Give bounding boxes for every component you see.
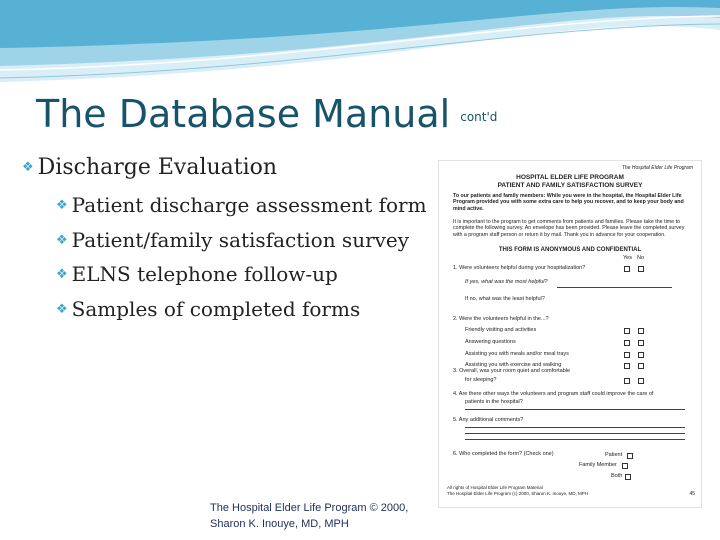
sub-bullet-item bbox=[56, 193, 427, 217]
sub-bullet-text: ELNS telephone follow-up bbox=[71, 262, 338, 286]
slide-title-text: The Database Manual bbox=[36, 92, 451, 136]
form-question-6: 6. Who completed the form? (Check one) bbox=[453, 451, 554, 457]
form-question-3-cont: for sleeping? bbox=[465, 377, 497, 383]
form-q2-option: Answering questions bbox=[465, 339, 516, 345]
answer-line bbox=[465, 409, 685, 410]
bullet-icon: ❖ bbox=[56, 198, 68, 213]
form-intro-paragraph-2: It is important to the program to get comments from patients and families. Please take the time to complete the following survey. An envelope has been provided. Please leave the completed survey with a program staff person or return it by mail. Thank you in advance for your cooperation. bbox=[453, 219, 685, 238]
form-q6-family: Family Member bbox=[579, 462, 617, 468]
form-question-5: 5. Any additional comments? bbox=[453, 417, 524, 423]
checkbox-icon bbox=[624, 363, 630, 369]
checkbox-icon bbox=[624, 352, 630, 358]
form-yes-header: Yes bbox=[623, 255, 632, 261]
answer-line bbox=[465, 433, 685, 434]
form-q2-option: Assisting you with exercise and walking bbox=[465, 362, 562, 368]
footer-line-1: The Hospital Elder Life Program © 2000, bbox=[210, 502, 409, 514]
form-question-3: 3. Overall, was your room quiet and comfortable bbox=[453, 368, 571, 374]
form-page-number: 45 bbox=[689, 491, 695, 497]
form-title-line-2: PATIENT AND FAMILY SATISFACTION SURVEY bbox=[497, 182, 643, 189]
checkbox-icon bbox=[638, 363, 644, 369]
form-footnote-2: The Hospital Elder Life Program (c) 2000, Sharon K. Inouye, MD, MPH bbox=[447, 491, 589, 496]
bullet-text: Discharge Evaluation bbox=[37, 155, 278, 180]
sub-bullet-text: Samples of completed forms bbox=[71, 297, 361, 321]
form-question-1-followup: If yes, what was the most helpful? bbox=[465, 279, 548, 285]
bullet-discharge-evaluation bbox=[22, 155, 277, 180]
bullet-icon: ❖ bbox=[22, 160, 34, 175]
checkbox-icon bbox=[638, 328, 644, 334]
checkbox-icon bbox=[638, 266, 644, 272]
sub-bullet-item bbox=[56, 228, 409, 252]
survey-form-image bbox=[438, 160, 702, 508]
form-title-line-1: HOSPITAL ELDER LIFE PROGRAM bbox=[516, 174, 624, 181]
form-question-4-cont: patients in the hospital? bbox=[465, 399, 523, 405]
form-footnote-1: All rights of Hospital Elder Life Program Material bbox=[447, 485, 543, 490]
checkbox-icon bbox=[627, 453, 633, 459]
form-intro-paragraph-1: To our patients and family members: While you were in the hospital, the Hospital Elder Life Program provided you with some extra care to help you recover, and to keep your body and mind active. bbox=[453, 193, 684, 212]
slide-title-suffix: cont'd bbox=[460, 109, 498, 124]
form-question-2: 2. Were the volunteers helpful in the...? bbox=[453, 316, 549, 322]
form-question-4: 4. Are there other ways the volunteers and program staff could improve the care of bbox=[453, 391, 654, 397]
bullet-icon: ❖ bbox=[56, 267, 68, 282]
sub-bullet-text: Patient/family satisfaction survey bbox=[71, 228, 410, 252]
form-question-1-followup-2: If no, what was the least helpful? bbox=[465, 296, 545, 302]
sub-bullet-item bbox=[56, 262, 338, 286]
slide-title bbox=[36, 92, 497, 136]
form-q6-patient: Patient bbox=[605, 452, 623, 458]
footer-line-2: Sharon K. Inouye, MD, MPH bbox=[210, 518, 349, 530]
form-question-1: 1. Were volunteers helpful during your hospitalization? bbox=[453, 265, 586, 271]
header-wave-decoration bbox=[0, 0, 720, 90]
checkbox-icon bbox=[625, 474, 631, 480]
checkbox-icon bbox=[624, 266, 630, 272]
answer-line bbox=[465, 439, 685, 440]
form-confidential-note: THIS FORM IS ANONYMOUS AND CONFIDENTIAL bbox=[498, 247, 642, 253]
checkbox-icon bbox=[624, 340, 630, 346]
sub-bullet-item bbox=[56, 297, 360, 321]
form-q6-both: Both bbox=[611, 473, 623, 479]
checkbox-icon bbox=[622, 463, 628, 469]
bullet-icon: ❖ bbox=[56, 302, 68, 317]
checkbox-icon bbox=[638, 378, 644, 384]
form-q2-option: Assisting you with meals and/or meal trays bbox=[465, 351, 569, 357]
checkbox-icon bbox=[638, 352, 644, 358]
form-program-tag: The Hospital Elder Life Program bbox=[621, 165, 693, 171]
checkbox-icon bbox=[624, 328, 630, 334]
answer-line bbox=[557, 287, 672, 288]
form-no-header: No bbox=[637, 255, 645, 261]
checkbox-icon bbox=[638, 340, 644, 346]
bullet-icon: ❖ bbox=[56, 233, 68, 248]
answer-line bbox=[465, 427, 685, 428]
form-q2-option: Friendly visiting and activities bbox=[465, 327, 537, 333]
slide-footer bbox=[210, 500, 408, 532]
sub-bullet-text: Patient discharge assessment form bbox=[71, 193, 427, 217]
checkbox-icon bbox=[624, 378, 630, 384]
